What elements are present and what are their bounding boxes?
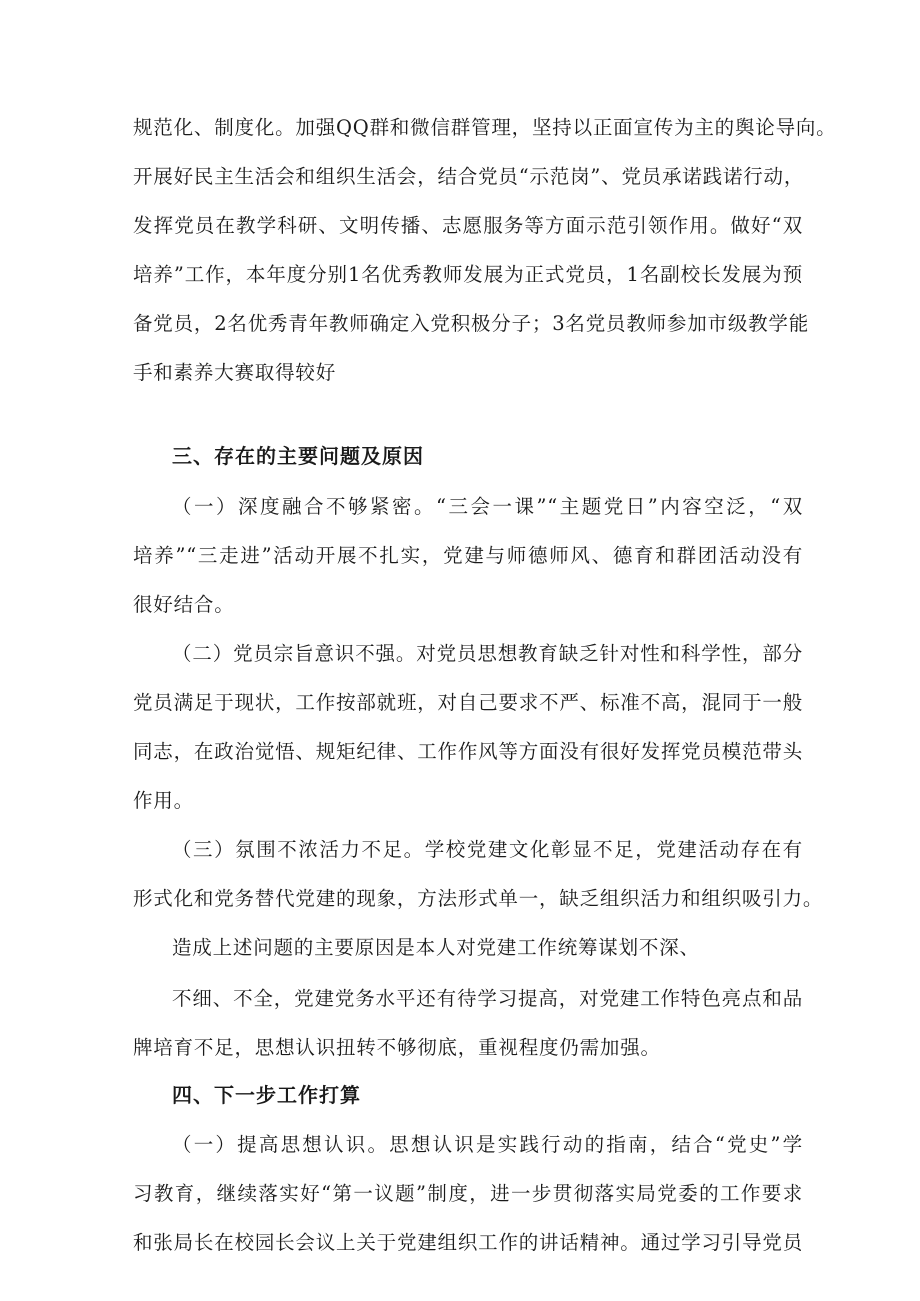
section-3-item-1-line: （一）深度融合不够紧密。“三会一课”“主题党日”内容空泛，“双 [172, 495, 803, 518]
section-4-item-1-line: 习教育，继续落实好“第一议题”制度，进一步贯彻落实局党委的工作要求 [133, 1182, 803, 1205]
intro-line: 开展好民主生活会和组织生活会，结合党员“示范岗”、党员承诺践诺行动， [133, 165, 805, 188]
section-4-heading: 四、下一步工作打算 [172, 1083, 361, 1107]
section-3-item-1-line: 很好结合。 [133, 593, 235, 616]
section-3-item-2-line: 同志，在政治觉悟、规矩纪律、工作作风等方面没有很好发挥党员模范带头 [133, 740, 803, 763]
section-3-heading: 三、存在的主要问题及原因 [172, 444, 424, 468]
cause-line: 造成上述问题的主要原因是本人对党建工作统筹谋划不深、 [172, 936, 700, 959]
intro-line: 培养”工作，本年度分别1名优秀教师发展为正式党员，1名副校长发展为预 [133, 263, 803, 286]
section-3-item-2-line: 党员满足于现状，工作按部就班，对自己要求不严、标准不高，混同于一般 [133, 691, 803, 714]
cause-line: 牌培育不足，思想认识扭转不够彻底，重视程度仍需加强。 [133, 1036, 661, 1059]
intro-line: 备党员，2名优秀青年教师确定入党积极分子；3名党员教师参加市级教学能 [133, 312, 810, 335]
section-3-item-1-line: 培养”“三走进”活动开展不扎实，党建与师德师风、德育和群团活动没有 [133, 544, 803, 567]
intro-line: 规范化、制度化。加强QQ群和微信群管理，坚持以正面宣传为主的舆论导向。 [133, 116, 837, 139]
intro-line: 发挥党员在教学科研、文明传播、志愿服务等方面示范引领作用。做好“双 [133, 214, 803, 237]
section-4-item-1-line: 和张局长在校园长会议上关于党建组织工作的讲话精神。通过学习引导党员 [133, 1231, 803, 1254]
section-3-item-3-line: 形式化和党务替代党建的现象，方法形式单一，缺乏组织活力和组织吸引力。 [133, 887, 824, 910]
section-3-item-2-line: （二）党员宗旨意识不强。对党员思想教育缺乏针对性和科学性，部分 [172, 642, 803, 665]
intro-line: 手和素养大赛取得较好 [133, 361, 337, 384]
section-4-item-1-line: （一）提高思想认识。思想认识是实践行动的指南，结合“党史”学 [172, 1133, 803, 1156]
section-3-item-3-line: （三）氛围不浓活力不足。学校党建文化彰显不足，党建活动存在有 [172, 838, 803, 861]
section-3-item-2-line: 作用。 [133, 789, 194, 812]
cause-line: 不细、不全，党建党务水平还有待学习提高，对党建工作特色亮点和品 [172, 987, 803, 1010]
